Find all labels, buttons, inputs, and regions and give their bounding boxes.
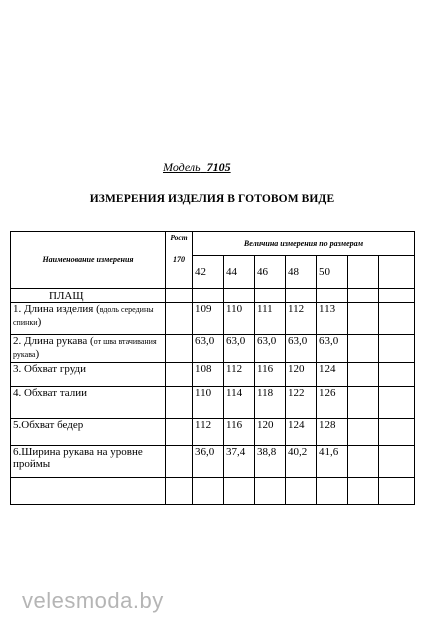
empty-cell	[193, 289, 224, 303]
value-cell: 36,0	[193, 446, 224, 478]
section-row	[11, 289, 415, 303]
table-row	[11, 303, 415, 335]
value-cell: 116	[255, 363, 286, 387]
value-cell: 110	[224, 303, 255, 335]
value-cell	[348, 387, 379, 419]
height-cell	[166, 335, 193, 363]
size-header-cell: 44	[224, 256, 255, 289]
measurement-note-close: )	[35, 348, 40, 360]
value-cell	[379, 303, 415, 335]
value-cell: 120	[286, 363, 317, 387]
value-cell	[348, 419, 379, 446]
height-value: 170	[173, 255, 185, 264]
measurement-note: от шва втачивания рукава	[13, 337, 157, 359]
value-cell	[348, 303, 379, 335]
height-cell	[166, 363, 193, 387]
empty-cell	[255, 289, 286, 303]
value-cell	[379, 446, 415, 478]
value-cell: 37,4	[224, 446, 255, 478]
measurement-name	[11, 387, 166, 419]
table-row	[11, 419, 415, 446]
height-header	[166, 232, 193, 289]
empty-cell	[193, 478, 224, 505]
value-cell: 63,0	[317, 335, 348, 363]
height-cell	[166, 419, 193, 446]
value-cell: 109	[193, 303, 224, 335]
measurement-label: 2. Длина рукава (	[13, 335, 94, 347]
measurement-label: 5.Обхват бедер	[13, 419, 84, 431]
value-cell: 63,0	[193, 335, 224, 363]
value-cell: 112	[286, 303, 317, 335]
value-cell: 63,0	[255, 335, 286, 363]
empty-cell	[317, 478, 348, 505]
section-label: ПЛАЩ	[11, 289, 166, 303]
measurements-table	[10, 231, 415, 505]
value-cell: 114	[224, 387, 255, 419]
empty-cell	[286, 289, 317, 303]
empty-cell	[224, 478, 255, 505]
page-title: ИЗМЕРЕНИЯ ИЗДЕЛИЯ В ГОТОВОМ ВИДЕ	[89, 193, 335, 205]
empty-cell	[11, 478, 166, 505]
value-cell: 63,0	[286, 335, 317, 363]
measurement-label: 3. Обхват груди	[13, 363, 86, 375]
table-row	[11, 387, 415, 419]
sizes-header: Величина измерения по размерам	[193, 232, 415, 256]
table-row	[11, 363, 415, 387]
table-row	[11, 446, 415, 478]
value-cell: 128	[317, 419, 348, 446]
height-cell	[166, 289, 193, 303]
value-cell	[379, 363, 415, 387]
measurement-name	[11, 335, 166, 363]
value-cell: 111	[255, 303, 286, 335]
empty-cell	[379, 478, 415, 505]
value-cell: 122	[286, 387, 317, 419]
value-cell: 41,6	[317, 446, 348, 478]
value-cell	[379, 419, 415, 446]
size-header-cell	[348, 256, 379, 289]
height-cell	[166, 387, 193, 419]
value-cell	[379, 335, 415, 363]
height-cell	[166, 446, 193, 478]
value-cell	[348, 335, 379, 363]
empty-cell	[348, 289, 379, 303]
measurement-name	[11, 446, 166, 478]
empty-cell	[255, 478, 286, 505]
size-header-cell: 48	[286, 256, 317, 289]
value-cell: 124	[286, 419, 317, 446]
model-word: Модель	[163, 160, 201, 174]
height-header-label: Рост	[170, 233, 188, 242]
value-cell: 124	[317, 363, 348, 387]
size-header-cell: 46	[255, 256, 286, 289]
value-cell: 112	[224, 363, 255, 387]
value-cell: 110	[193, 387, 224, 419]
size-header-cell	[379, 256, 415, 289]
model-number: 7105	[206, 160, 231, 174]
measurement-label: 6.Ширина рукава на уровне проймы	[13, 446, 143, 470]
height-cell	[166, 303, 193, 335]
empty-cell	[348, 478, 379, 505]
table-row	[11, 335, 415, 363]
measurement-label: 4. Обхват талии	[13, 387, 88, 399]
size-header-cell: 42	[193, 256, 224, 289]
measurement-note: вдоль середины спинки	[13, 305, 154, 327]
value-cell: 40,2	[286, 446, 317, 478]
value-cell: 118	[255, 387, 286, 419]
value-cell: 120	[255, 419, 286, 446]
empty-cell	[166, 478, 193, 505]
value-cell: 38,8	[255, 446, 286, 478]
empty-cell	[286, 478, 317, 505]
measurement-note-close: )	[37, 316, 42, 328]
value-cell: 112	[193, 419, 224, 446]
empty-cell	[317, 289, 348, 303]
watermark: velesmoda.by	[22, 588, 164, 613]
measurement-name	[11, 363, 166, 387]
model-label	[163, 160, 231, 175]
value-cell	[348, 363, 379, 387]
value-cell: 63,0	[224, 335, 255, 363]
value-cell: 108	[193, 363, 224, 387]
measurement-name	[11, 303, 166, 335]
empty-row	[11, 478, 415, 505]
value-cell: 126	[317, 387, 348, 419]
header-row	[11, 232, 415, 256]
measurement-label: 1. Длина изделия (	[13, 303, 100, 315]
empty-cell	[224, 289, 255, 303]
value-cell	[348, 446, 379, 478]
empty-cell	[379, 289, 415, 303]
value-cell: 116	[224, 419, 255, 446]
name-header: Наименование измерения	[11, 232, 166, 289]
value-cell	[379, 387, 415, 419]
value-cell: 113	[317, 303, 348, 335]
measurement-name	[11, 419, 166, 446]
size-header-cell: 50	[317, 256, 348, 289]
